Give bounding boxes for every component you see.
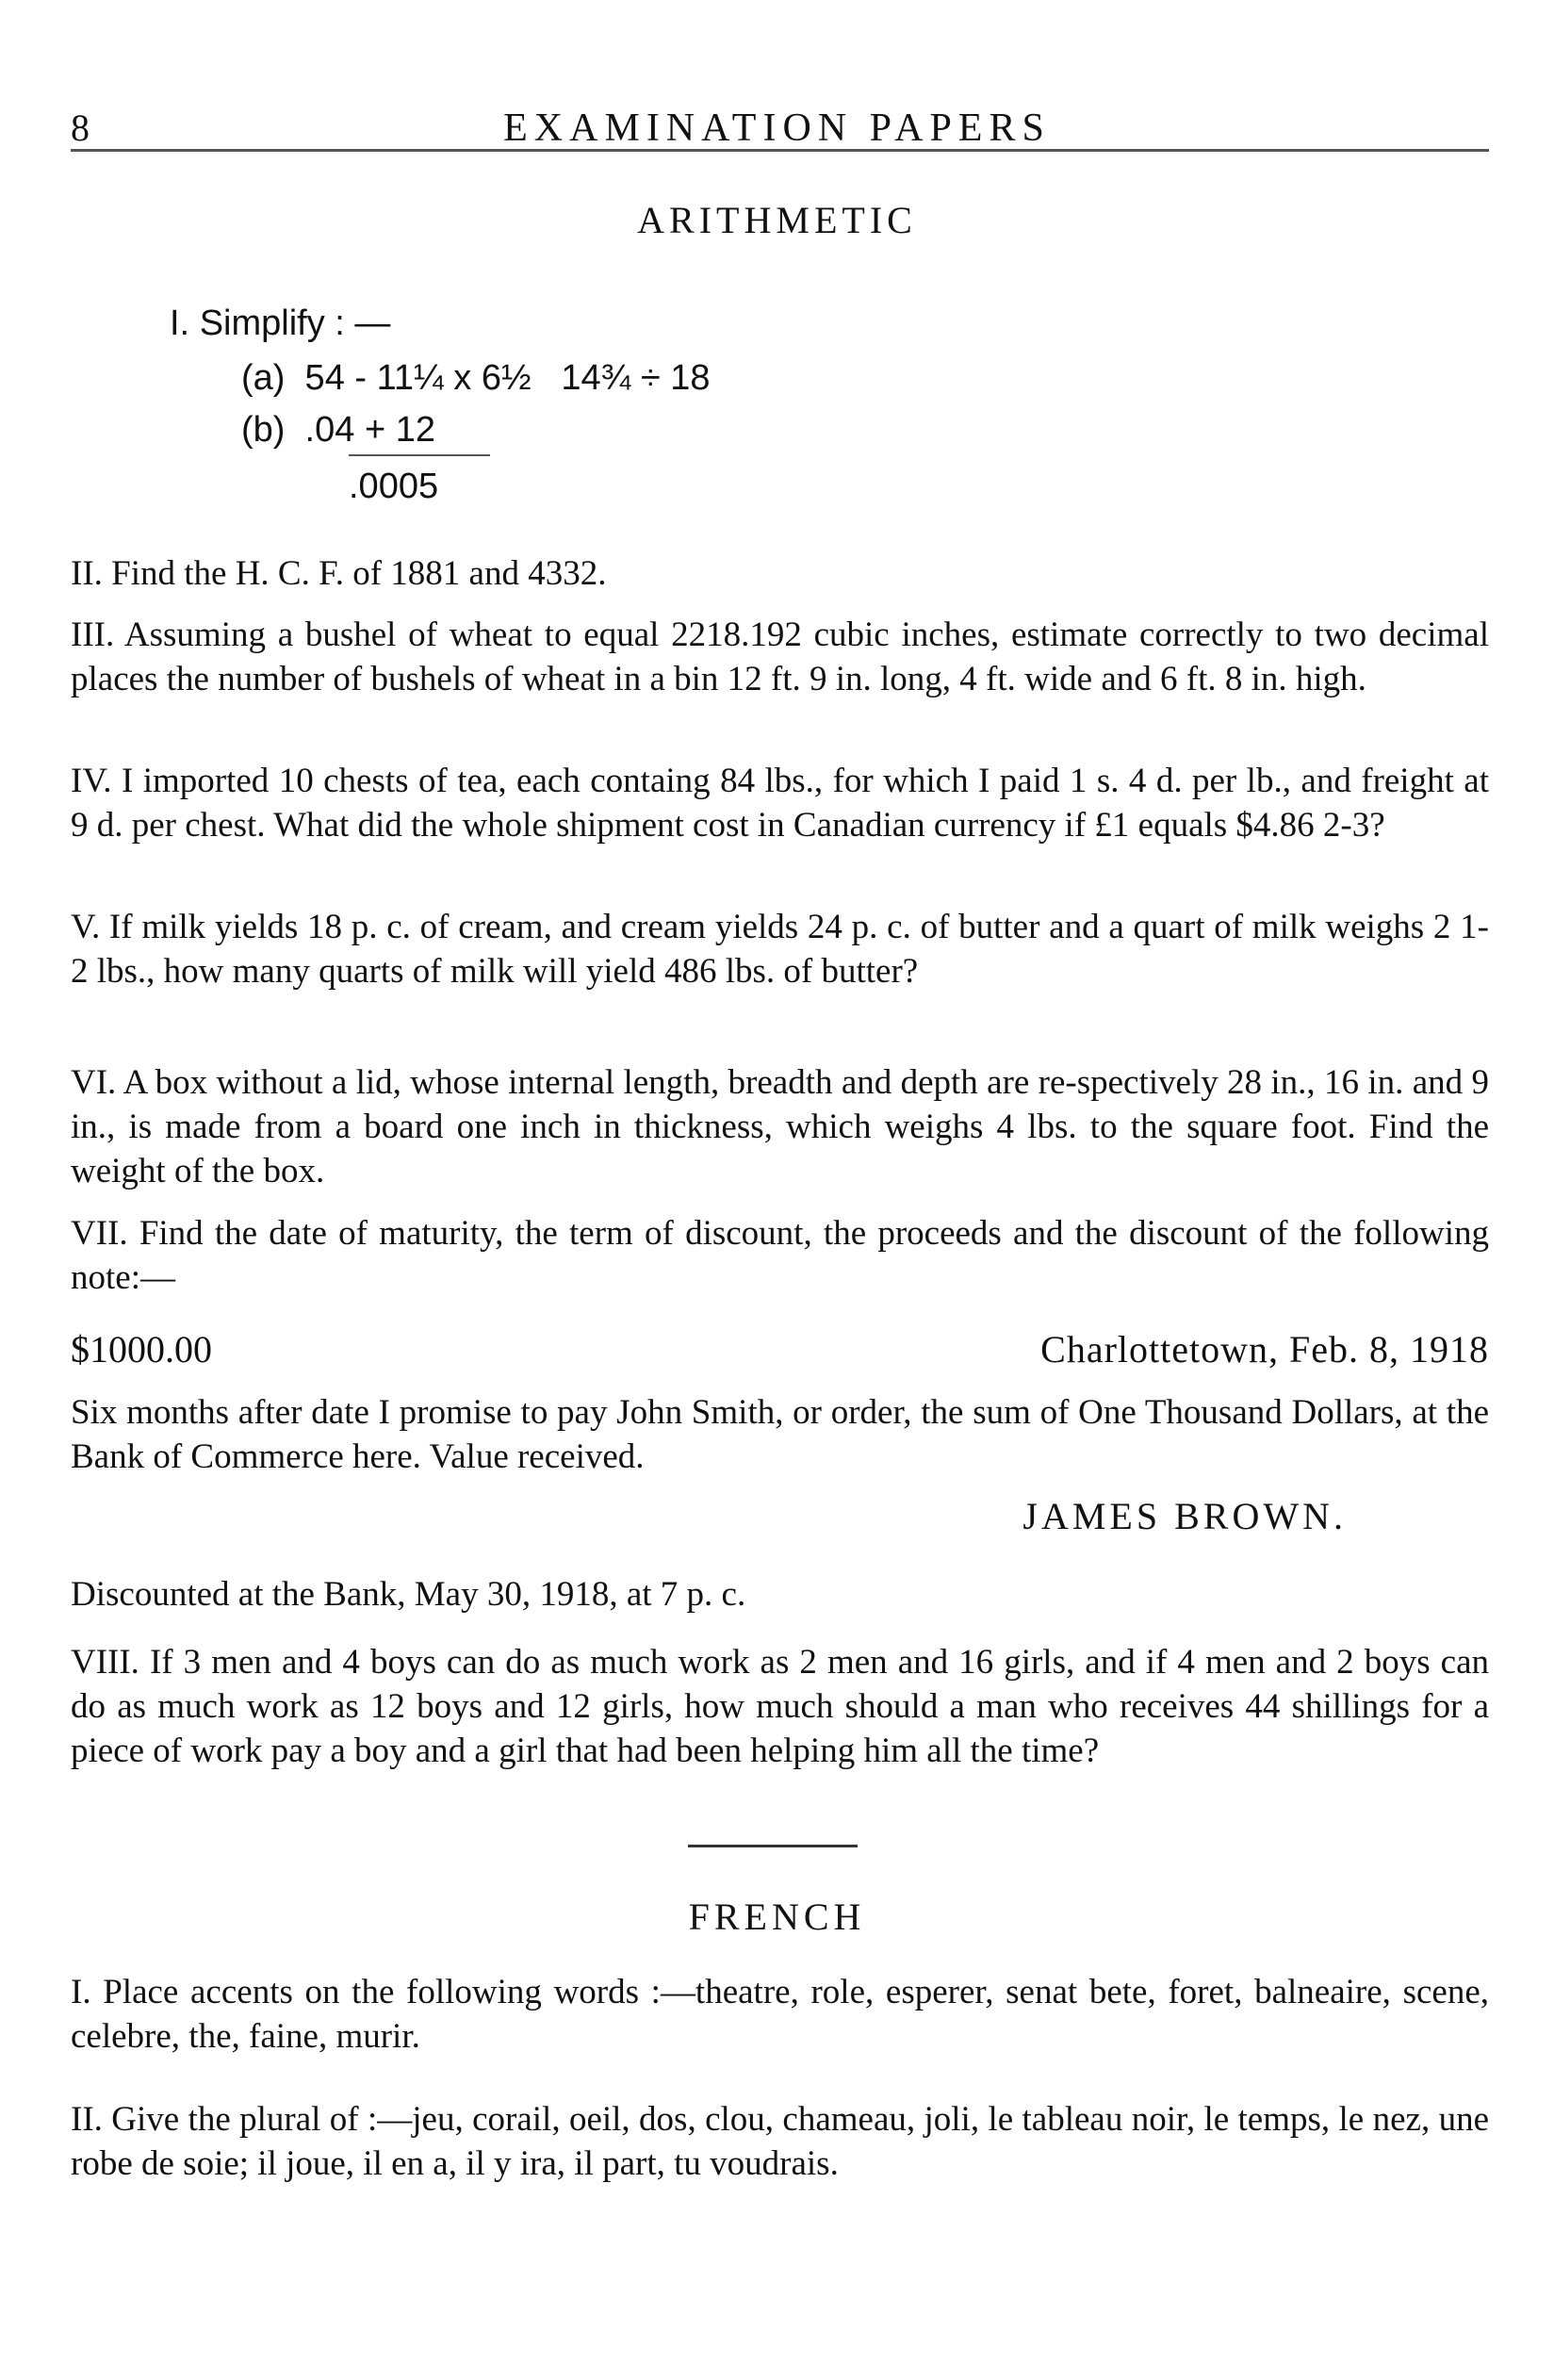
question-1b-denominator: .0005 — [349, 467, 439, 506]
running-head — [0, 106, 1554, 162]
fraction-bar — [349, 454, 490, 456]
note-discount-line: Discounted at the Bank, May 30, 1918, at 7 p. c. — [71, 1575, 746, 1614]
section-divider — [688, 1845, 858, 1847]
header-divider — [71, 149, 1489, 152]
french-question-2: II. Give the plural of :—jeu, corail, oeil, dos, clou, chameau, joli, le tableau noir, le temps, le nez, une robe de soie; il joue, il en a, il y ira, il part, tu voudrais. — [71, 2100, 1489, 2183]
arithmetic-heading: ARITHMETIC — [637, 199, 917, 241]
question-1-number: I. — [170, 304, 190, 343]
note-place-date: Charlottetown, Feb. 8, 1918 — [1040, 1328, 1489, 1371]
question-4: IV. I imported 10 chests of tea, each containg 84 lbs., for which I paid 1 s. 4 d. per lb., and freight at 9 d. per chest. What did the whole shipment cost in Canadian currency if £1 equals $4.86 2-3? — [71, 762, 1489, 845]
question-2: II. Find the H. C. F. of 1881 and 4332. — [71, 554, 607, 593]
question-6: VI. A box without a lid, whose internal length, breadth and depth are re-spectively 28 in., 16 in. and 9 in., is made from a board one inch in thickness, which weighs 4 lbs. to the square foot. Find the weight of the box. — [71, 1063, 1489, 1190]
page-number: 8 — [71, 107, 91, 149]
french-question-1: I. Place accents on the following words :—theatre, role, esperer, senat bete, foret, balneaire, scene, celebre, the, faine, murir. — [71, 1973, 1489, 2056]
french-heading: FRENCH — [688, 1896, 866, 1938]
question-8: VIII. If 3 men and 4 boys can do as much work as 2 men and 16 girls, and if 4 men and 2 boys can do as much work as 12 boys and 12 girls, how much should a man who receives 44 shillings for a piece of work pay a boy and a girl that had been helping him all the time? — [71, 1643, 1489, 1770]
question-7: VII. Find the date of maturity, the term of discount, the proceeds and the discount of the following note:— — [71, 1214, 1489, 1297]
running-title: EXAMINATION PAPERS — [503, 107, 1051, 150]
question-3: III. Assuming a bushel of wheat to equal 2218.192 cubic inches, estimate correctly to two decimal places the number of bushels of wheat in a bin 12 ft. 9 in. long, 4 ft. wide and 6 ft. 8 in. high. — [71, 616, 1489, 698]
question-1b-expression: (b) .04 + 12 — [241, 410, 435, 450]
note-signature: JAMES BROWN. — [1022, 1495, 1347, 1537]
question-1-intro — [170, 304, 390, 344]
question-1a-expression: (a) 54 - 11¼ x 6½ 14¾ ÷ 18 — [241, 358, 711, 398]
question-1-text: Simplify : — — [199, 304, 391, 343]
note-amount: $1000.00 — [71, 1328, 212, 1371]
note-body: Six months after date I promise to pay John Smith, or order, the sum of One Thousand Dollars, at the Bank of Commerce here. Value received. — [71, 1393, 1489, 1476]
question-5: V. If milk yields 18 p. c. of cream, and cream yields 24 p. c. of butter and a quart of milk weighs 2 1-2 lbs., how many quarts of milk will yield 486 lbs. of butter? — [71, 908, 1489, 991]
